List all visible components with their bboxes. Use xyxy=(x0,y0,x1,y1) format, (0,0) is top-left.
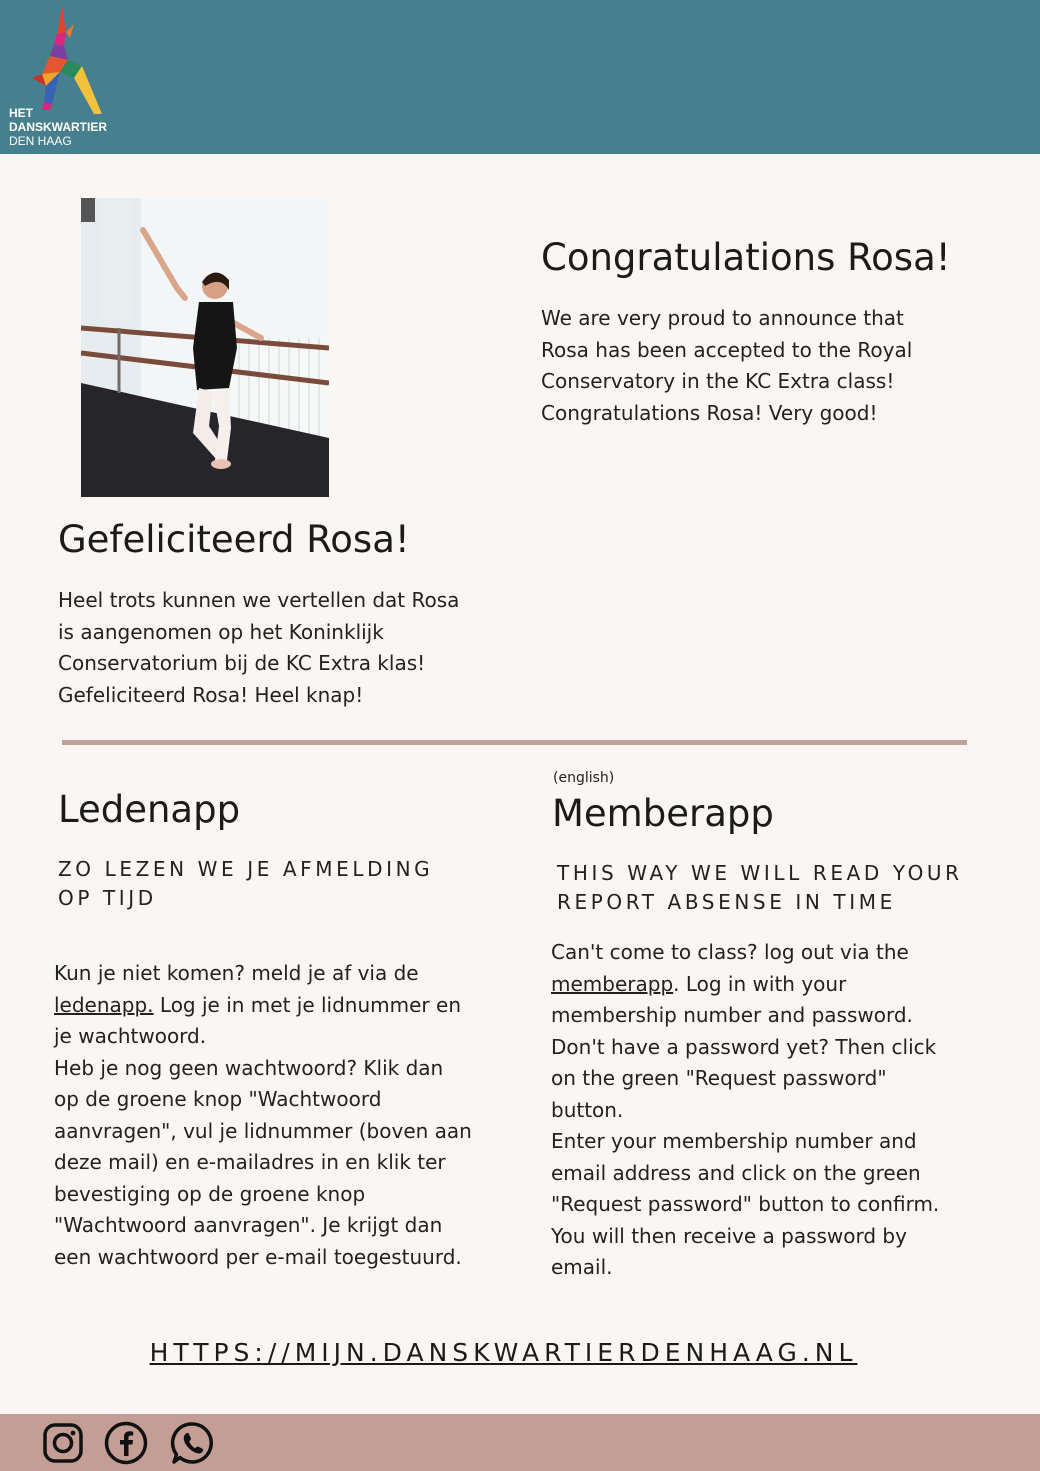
ledenapp-line: "Wachtwoord aanvragen". Je krijgt dan xyxy=(54,1213,443,1237)
english-news-line: Congratulations Rosa! Very good! xyxy=(541,400,878,425)
header-banner xyxy=(0,0,1040,154)
ledenapp-line: een wachtwoord per e-mail toegestuurd. xyxy=(54,1244,462,1269)
section-divider xyxy=(62,740,967,745)
ledenapp-subtitle-line: ZO LEZEN WE JE AFMELDING xyxy=(58,857,434,881)
ledenapp-line xyxy=(54,990,472,1022)
memberapp-subtitle-line: REPORT ABSENSE IN TIME xyxy=(557,890,896,914)
ledenapp-subtitle-line: OP TIJD xyxy=(58,886,157,910)
english-news-line: We are very proud to announce that xyxy=(541,306,904,330)
dancer-photo xyxy=(81,198,329,497)
ledenapp-line: op de groene knop "Wachtwoord xyxy=(54,1087,382,1111)
facebook-icon[interactable] xyxy=(103,1420,149,1466)
website-link[interactable]: HTTPS://MIJN.DANSKWARTIERDENHAAG.NL xyxy=(149,1338,858,1367)
memberapp-line: button. xyxy=(551,1097,624,1122)
ledenapp-line: aanvragen", vul je lidnummer (boven aan xyxy=(54,1118,472,1143)
whatsapp-icon[interactable] xyxy=(170,1420,216,1466)
ledenapp-line: deze mail) en e-mailadres in en klik ter xyxy=(54,1150,446,1174)
dutch-news-line: Gefeliciteerd Rosa! Heel knap! xyxy=(58,682,364,707)
memberapp-line: "Request password" button to confirm. xyxy=(551,1192,940,1216)
memberapp-line: Can't come to class? log out via the xyxy=(551,940,909,964)
ledenapp-line: Heb je nog geen wachtwoord? Klik dan xyxy=(54,1055,444,1080)
ledenapp-line: je wachtwoord. xyxy=(54,1024,207,1048)
logo-text-het: HET xyxy=(9,106,33,120)
ledenapp-title: Ledenapp xyxy=(58,788,241,831)
memberapp-title: Memberapp xyxy=(552,792,774,835)
memberapp-language-label: (english) xyxy=(553,770,615,786)
memberapp-line: email. xyxy=(551,1255,613,1279)
memberapp-subtitle xyxy=(557,859,963,917)
dutch-news-line: Conservatorium bij de KC Extra klas! xyxy=(58,651,426,675)
danskwartier-logo[interactable] xyxy=(6,4,116,149)
memberapp-line: Don't have a password yet? Then click xyxy=(551,1034,937,1059)
memberapp-link[interactable]: memberapp xyxy=(551,971,674,996)
english-news-text xyxy=(541,303,912,429)
ledenapp-subtitle xyxy=(58,855,433,913)
dutch-news-title: Gefeliciteerd Rosa! xyxy=(58,518,410,561)
dutch-news-line: Heel trots kunnen we vertellen dat Rosa xyxy=(58,588,460,612)
ledenapp-link[interactable]: ledenapp. xyxy=(54,992,154,1017)
english-news-line: Rosa has been accepted to the Royal xyxy=(541,337,913,362)
memberapp-line: You will then receive a password by xyxy=(551,1223,907,1248)
english-news-title: Congratulations Rosa! xyxy=(541,236,951,279)
ledenapp-line: Kun je niet komen? meld je af via de xyxy=(54,961,419,985)
logo-text xyxy=(9,106,107,148)
dutch-news-text xyxy=(58,585,459,711)
logo-text-den-haag: DEN HAAG xyxy=(9,134,72,148)
english-news-line: Conservatory in the KC Extra class! xyxy=(541,369,895,393)
ledenapp-instructions xyxy=(54,958,472,1273)
memberapp-line: email address and click on the green xyxy=(551,1160,921,1185)
memberapp-line: on the green "Request password" xyxy=(551,1066,887,1090)
memberapp-subtitle-line: THIS WAY WE WILL READ YOUR xyxy=(557,861,963,885)
ledenapp-line: bevestiging op de groene knop xyxy=(54,1181,366,1206)
memberapp-line xyxy=(551,969,939,1001)
dancer-logo-icon xyxy=(24,4,104,116)
footer-bar xyxy=(0,1414,1040,1471)
instagram-icon[interactable] xyxy=(40,1420,86,1466)
dutch-news-line: is aangenomen op het Koninklijk xyxy=(58,619,384,644)
memberapp-line: Enter your membership number and xyxy=(551,1129,917,1153)
memberapp-line-rest: . Log in with your xyxy=(673,971,847,996)
memberapp-line: membership number and password. xyxy=(551,1003,913,1027)
memberapp-instructions xyxy=(551,937,939,1284)
website-url xyxy=(0,1338,1007,1367)
logo-text-danskwartier: DANSKWARTIER xyxy=(9,120,107,134)
ledenapp-line-rest: Log je in met je lidnummer en xyxy=(153,992,461,1017)
